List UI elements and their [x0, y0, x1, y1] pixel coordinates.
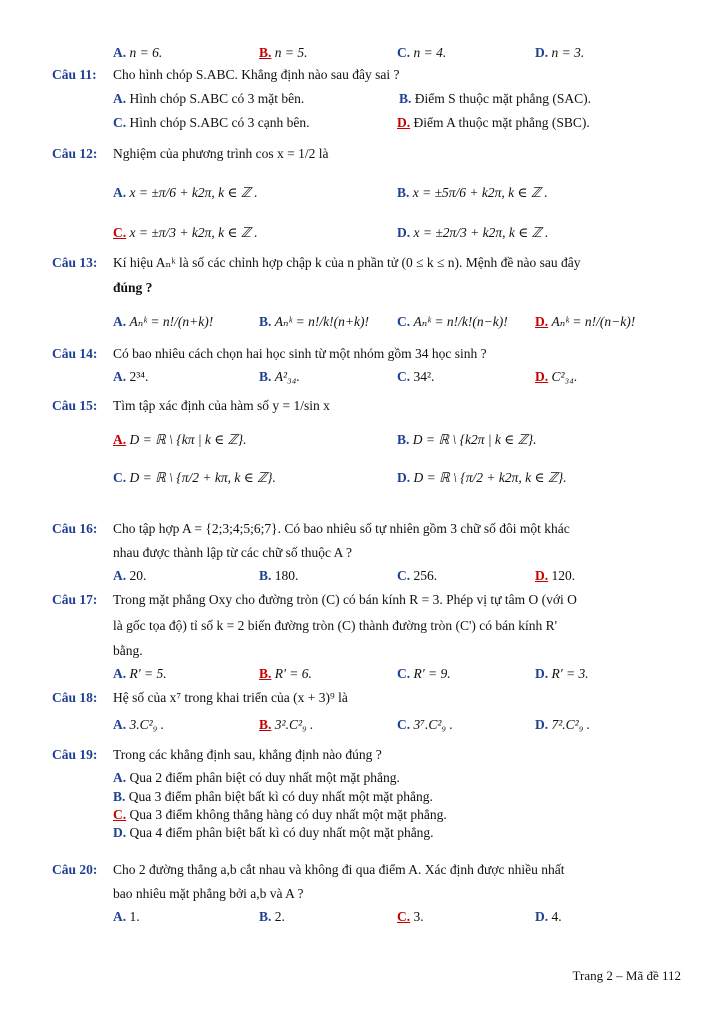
- option-c: C. Aₙᵏ = n!/k!(n−k)!: [397, 314, 508, 329]
- question-number: Câu 17:: [52, 592, 98, 607]
- option-a: A. R' = 5.: [113, 666, 167, 681]
- question-text: Cho 2 đường thẳng a,b cắt nhau và không đi qua điểm A. Xác định được nhiều nhất: [113, 862, 565, 877]
- option-c: C. Hình chóp S.ABC có 3 cạnh bên.: [113, 115, 310, 130]
- page-footer: Trang 2 – Mã đề 112: [572, 968, 681, 983]
- question-number: Câu 13:: [52, 255, 98, 270]
- option-d: D. 120.: [535, 568, 576, 583]
- option-b: B. n = 5.: [259, 45, 308, 60]
- question-number: Câu 15:: [52, 398, 98, 413]
- option-c: C. 3.: [397, 909, 424, 924]
- option-d: D. Aₙᵏ = n!/(n−k)!: [535, 314, 636, 329]
- option-d: D. 7².C²₉ .: [535, 717, 591, 732]
- option-b: B. A²₃₄.: [259, 369, 300, 384]
- question-text: bao nhiêu mặt phẳng bởi a,b và A ?: [113, 886, 304, 901]
- question-text: nhau được thành lập từ các chữ số thuộc A ?: [113, 545, 353, 560]
- option-a: A. Hình chóp S.ABC có 3 mặt bên.: [113, 91, 305, 106]
- option-d: D. 4.: [535, 909, 562, 924]
- option-d: D. D = ℝ \ {π/2 + k2π, k ∈ ℤ}.: [397, 470, 567, 485]
- option-b: B. R' = 6.: [259, 666, 312, 681]
- option-d: D. Qua 4 điểm phân biệt bất kì có duy nhất một mặt phẳng.: [113, 825, 434, 840]
- question-text: Kí hiệu Aₙᵏ là số các chỉnh hợp chập k của n phần tử (0 ≤ k ≤ n). Mệnh đề nào sau đây: [113, 255, 581, 270]
- question-text: Có bao nhiêu cách chọn hai học sinh từ một nhóm gồm 34 học sinh ?: [113, 346, 487, 361]
- question-text: bằng.: [113, 643, 143, 658]
- option-d: D. C²₃₄.: [535, 369, 578, 384]
- question-number: Câu 16:: [52, 521, 98, 536]
- option-d: D. R' = 3.: [535, 666, 589, 681]
- question-number: Câu 14:: [52, 346, 98, 361]
- option-b: B. Qua 3 điểm phân biệt bất kì có duy nhất một mặt phẳng.: [113, 789, 433, 804]
- question-text: Nghiệm của phương trình cos x = 1/2 là: [113, 146, 329, 161]
- option-d: D. Điểm A thuộc mặt phẳng (SBC).: [397, 115, 590, 130]
- question-number: Câu 12:: [52, 146, 98, 161]
- option-a: A. 3.C²₉ .: [113, 717, 165, 732]
- question-text: Tìm tập xác định của hàm số y = 1/sin x: [113, 398, 330, 413]
- question-number: Câu 11:: [52, 67, 97, 82]
- question-text: Cho hình chóp S.ABC. Khẳng định nào sau đây sai ?: [113, 67, 400, 82]
- option-c: C. R' = 9.: [397, 666, 451, 681]
- option-a: A. n = 6.: [113, 45, 163, 60]
- option-c: C. x = ±π/3 + k2π, k ∈ ℤ .: [113, 225, 258, 240]
- option-a: A. 20.: [113, 568, 147, 583]
- question-number: Câu 20:: [52, 862, 98, 877]
- option-b: B. 3².C²₉ .: [259, 717, 314, 732]
- option-b: B. 180.: [259, 568, 299, 583]
- option-c: C. n = 4.: [397, 45, 447, 60]
- option-c: C. 34².: [397, 369, 435, 384]
- question-number: Câu 19:: [52, 747, 98, 762]
- question-text: Trong mặt phẳng Oxy cho đường tròn (C) có bán kính R = 3. Phép vị tự tâm O (với O: [113, 592, 577, 607]
- option-c: C. 256.: [397, 568, 438, 583]
- option-b: B. 2.: [259, 909, 285, 924]
- option-c: C. D = ℝ \ {π/2 + kπ, k ∈ ℤ}.: [113, 470, 276, 485]
- question-number: Câu 18:: [52, 690, 98, 705]
- option-d: D. x = ±2π/3 + k2π, k ∈ ℤ .: [397, 225, 549, 240]
- question-text: là gốc tọa độ) tỉ số k = 2 biến đường tròn (C) thành đường tròn (C') có bán kính R': [113, 618, 558, 633]
- option-b: B. x = ±5π/6 + k2π, k ∈ ℤ .: [397, 185, 548, 200]
- question-text: đúng ?: [113, 280, 153, 295]
- option-b: B. D = ℝ \ {k2π | k ∈ ℤ}.: [397, 432, 537, 447]
- question-text: Cho tập hợp A = {2;3;4;5;6;7}. Có bao nhiêu số tự nhiên gồm 3 chữ số đôi một khác: [113, 521, 570, 536]
- option-b: B. Aₙᵏ = n!/k!(n+k)!: [259, 314, 369, 329]
- option-a: A. 1.: [113, 909, 140, 924]
- option-b: B. Điểm S thuộc mặt phẳng (SAC).: [399, 91, 591, 106]
- option-c: C. Qua 3 điểm không thẳng hàng có duy nhất một mặt phẳng.: [113, 807, 447, 822]
- option-a: A. 2³⁴.: [113, 369, 149, 384]
- option-a: A. x = ±π/6 + k2π, k ∈ ℤ .: [113, 185, 258, 200]
- question-text: Hệ số của x⁷ trong khai triển của (x + 3)⁹ là: [113, 690, 348, 705]
- option-a: A. D = ℝ \ {kπ | k ∈ ℤ}.: [113, 432, 247, 447]
- option-a: A. Qua 2 điểm phân biệt có duy nhất một mặt phẳng.: [113, 770, 400, 785]
- question-text: Trong các khẳng định sau, khẳng định nào đúng ?: [113, 747, 382, 762]
- option-d: D. n = 3.: [535, 45, 585, 60]
- option-a: A. Aₙᵏ = n!/(n+k)!: [113, 314, 214, 329]
- option-c: C. 3⁷.C²₉ .: [397, 717, 453, 732]
